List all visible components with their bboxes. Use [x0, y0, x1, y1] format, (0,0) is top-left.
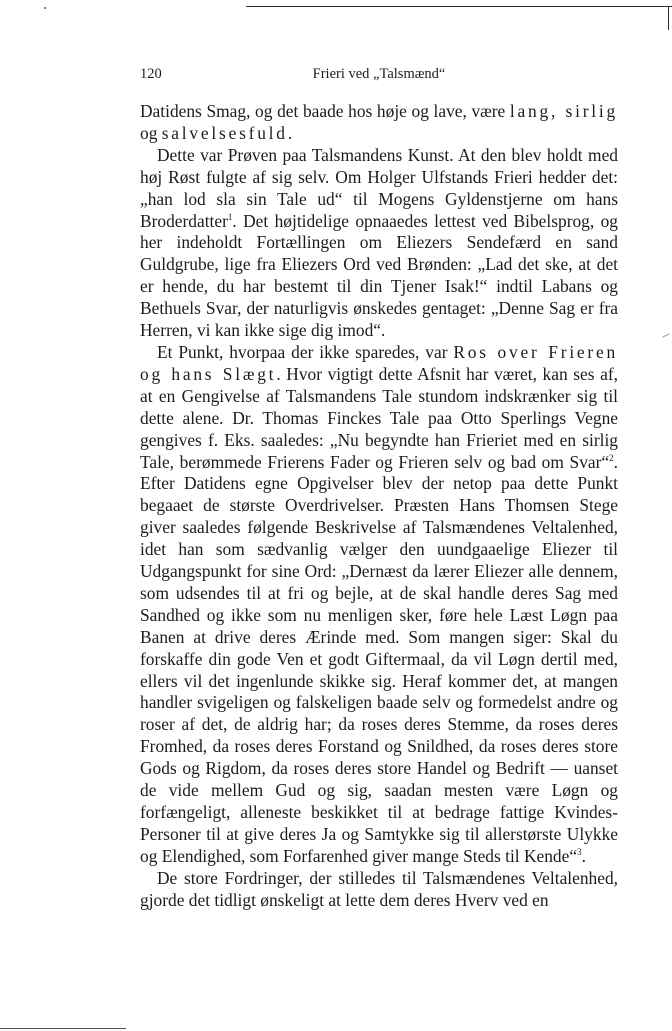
text-segment: og	[140, 122, 162, 143]
text-segment: .	[581, 845, 586, 866]
text-segment: Datidens Smag, og det baade hos høje og lave, være	[140, 101, 510, 121]
emphasized-text: salvelsesfuld	[161, 122, 288, 143]
footnote-marker: 2	[609, 452, 614, 463]
text-segment: Et Punkt, hvorpaa der ikke sparedes, var	[157, 341, 454, 362]
scan-speck	[44, 7, 46, 9]
text-segment: De store Fordringer, der stilledes til Talsmændenes Veltalenhed, gjorde det tidligt ønskeligt at lette dem deres Hverv ved en	[140, 867, 618, 910]
paragraph	[140, 868, 618, 912]
bottom-scan-rule	[0, 1028, 126, 1029]
paragraph	[140, 101, 618, 145]
emphasized-text: lang, sirlig	[509, 101, 619, 121]
paragraph	[140, 145, 618, 342]
right-scan-rule	[668, 6, 669, 30]
top-scan-rule	[246, 6, 672, 7]
running-head	[140, 66, 618, 86]
margin-mark	[662, 333, 670, 337]
text-segment: . Efter Datidens egne Opgivelser blev der netop paa dette Punkt begaaet de største Overdrivelser. Præsten Hans Thomsen Stege giver saaledes følgende Beskrivelse af Talsmændenes Veltalenhed, idet han som sædvanlig vælger den uundgaaelige Eliezer til Udgangspunkt for sine Ord: „Dernæst da lærer Eliezer alle dennem, som udsendes til at fri og bejle, at de skal handle deres Sag med Sandhed og ikke som nu menligen sker, føre hele Læst Løgn paa Banen at drive deres Ærinde med. Som mangen siger: Skal du forskaffe din gode Ven et godt Giftermaal, da vil Løgn dertil med, ellers vil det ingenlunde skikke sig. Heraf kommer det, at mangen handler svigeligen og falskeligen baade selv og formedelst andre og roser af det, de aldrig har; da roses deres Stemme, da roses deres Fromhed, da roses deres Forstand og Snildhed, da roses deres store Gods og Rigdom, da roses deres store Handel og Bedrift — uanset de vide mellem Gud og sig, saadan mesten være Løgn og forfængeligt, alleneste beskikket til at bedrage fattige Kvindes-Personer til at give deres Ja og Samtykke sig til allerstørste Ulykke og Elendighed, som Forfarenhed giver mange Steds til Kende“	[140, 451, 618, 866]
emphasized-text: Ros over Frieren og hans Slægt	[140, 341, 618, 384]
text-segment: .	[287, 122, 293, 143]
page-number: 120	[140, 66, 162, 82]
paragraph	[140, 342, 618, 868]
text-segment: . Det højtidelige opnaaedes lettest ved Bibelsprog, og her indeholdt Fortællingen om Eliezers Sendefærd en sand Guldgrube, lige fra Eliezers Ord ved Brønden: „Lad det ske, at det er hende, du har bestemt til din Tjener Isak!“ indtil Labans og Bethuels Svar, der naturligvis ønskedes gentaget: „Denne Sag er fra Herren, vi kan ikke sige dig imod“.	[140, 210, 618, 341]
body-text	[140, 101, 618, 912]
text-segment: . Hvor vigtigt dette Afsnit har været, kan ses af, at en Gengivelse af Talsmandens Tale stundom indskrænker sig til dette alene. Dr. Thomas Finckes Tale paa Otto Sperlings Vegne gengives f. Eks. saaledes: „Nu begyndte han Frieriet med en sirlig Tale, berømmede Frierens Fader og Frieren selv og bad om Svar“	[140, 363, 618, 472]
footnote-marker: 1	[227, 211, 233, 222]
running-title: Frieri ved „Talsmænd“	[312, 66, 446, 82]
footnote-marker: 3	[577, 846, 582, 857]
text-segment: Dette var Prøven paa Talsmandens Kunst. At den blev holdt med høj Røst fulgte af sig selv. Om Holger Ulfstands Frieri hedder det: „han lod sla sin Tale ud“ til Mogens Gyldenstjerne om hans Broderdatter	[140, 144, 618, 231]
